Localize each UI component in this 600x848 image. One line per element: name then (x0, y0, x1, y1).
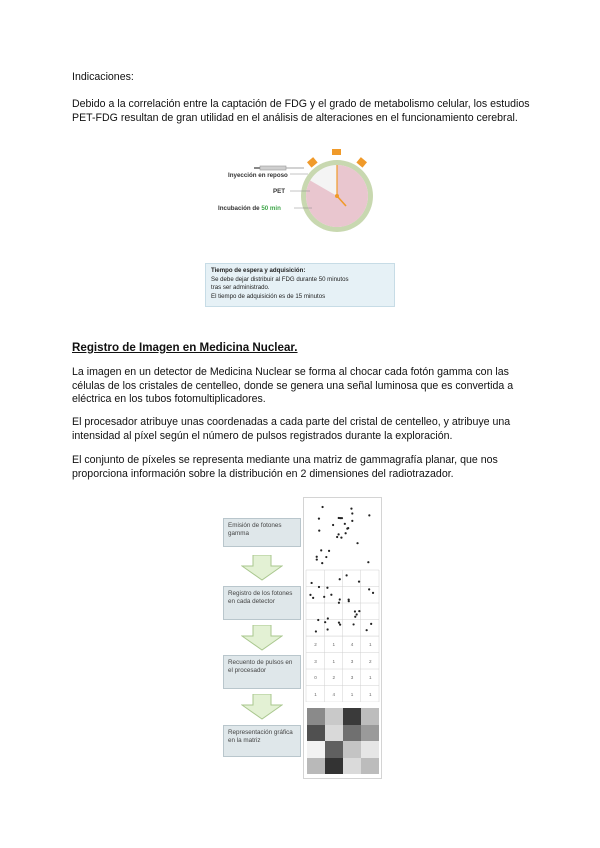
syringe-icon (254, 166, 304, 170)
pulse-count-cell: 3 (350, 675, 354, 680)
pulse-count-cell: 2 (368, 658, 372, 664)
gray-matrix-cell (361, 725, 379, 742)
photon-dot (321, 506, 323, 508)
photon-dot (327, 617, 329, 619)
photon-dot (320, 549, 322, 551)
pulse-count-cell: 1 (332, 642, 336, 647)
photon-dot (318, 518, 320, 520)
nuclear-imaging-diagram (212, 497, 382, 779)
photon-dot (356, 613, 358, 615)
photon-dot (345, 532, 347, 534)
gray-matrix-cell (361, 708, 379, 725)
photon-dot (311, 582, 313, 584)
photon-dot (339, 517, 341, 519)
step-box-2: Registro de los fotones en cada detector (223, 586, 301, 620)
photon-dot (372, 592, 374, 594)
photon-dot (344, 523, 346, 525)
photon-dot (352, 623, 354, 625)
pulse-count-cell: 1 (350, 691, 354, 697)
gray-matrix-cell (325, 741, 343, 758)
pet-timer-figure (212, 146, 392, 242)
photon-dot (326, 587, 328, 589)
gray-matrix (307, 708, 379, 774)
photon-dot (351, 512, 353, 514)
gray-matrix-cell (343, 708, 361, 725)
photon-dot (312, 597, 314, 599)
photon-dot (332, 524, 334, 526)
gray-matrix-cell (325, 708, 343, 725)
gray-matrix-cell (343, 741, 361, 758)
photon-dot (309, 594, 311, 596)
photon-dot (330, 594, 332, 596)
photon-dot (368, 588, 370, 590)
heading-indicaciones: Indicaciones: (72, 71, 134, 83)
gray-matrix-cell (307, 758, 325, 775)
pulse-count-cell: 4 (332, 691, 336, 697)
photon-dot (321, 562, 323, 564)
photon-dot (367, 561, 369, 563)
stopwatch-illustration (212, 146, 392, 242)
info-box-wait-acquisition (205, 263, 395, 307)
photon-dot (337, 533, 339, 535)
photon-dot (340, 537, 342, 539)
pulse-count-cell: 1 (368, 675, 372, 680)
photon-dot (324, 621, 326, 623)
pulse-count-cell: 4 (350, 642, 354, 647)
pulse-count-cell: 3 (350, 658, 354, 664)
photon-dot (336, 536, 338, 538)
photon-dot (327, 628, 329, 630)
photon-dot (318, 530, 320, 532)
photon-dot (356, 542, 358, 544)
step-box-4: Representación gráfica en la matriz (223, 725, 301, 757)
paragraph-indicaciones: Debido a la correlación entre la captación de FDG y el grado de metabolismo celular, los estudios PET-FDG resultan de gran utilidad en el análisis de alteraciones en el funcionamiento cerebral. (72, 98, 530, 124)
photon-dot (339, 578, 341, 580)
down-arrow-icon (241, 694, 283, 720)
stopwatch-right-button (356, 157, 367, 168)
down-arrow-icon (241, 625, 283, 651)
gray-matrix-cell (307, 725, 325, 742)
photon-dot (351, 520, 353, 522)
gray-matrix-cell (361, 758, 379, 775)
photon-dot (358, 581, 360, 583)
down-arrow-icon (241, 555, 283, 581)
photon-dot (325, 556, 327, 558)
pulse-count-numbers (304, 636, 381, 702)
photon-dot (339, 623, 341, 625)
gray-matrix-cell (343, 725, 361, 742)
photon-dot (358, 610, 360, 612)
section-title: Registro de Imagen en Medicina Nuclear. (72, 341, 298, 354)
info-box-line-3: El tiempo de adquisición es de 15 minutos (211, 292, 326, 300)
paragraph-1: La imagen en un detector de Medicina Nuclear se forma al chocar cada fotón gamma con las células de los cristales de centelleo, donde se genera una señal luminosa que es convertida a eléctrica en los tubos fotomultiplicadores. (72, 366, 514, 405)
photon-dot (317, 619, 319, 621)
pulse-count-cell: 1 (332, 658, 336, 664)
label-pet: PET (273, 188, 286, 195)
pulse-count-cell: 2 (314, 642, 317, 647)
paragraph-3: El conjunto de píxeles se representa mediante una matriz de gammagrafía planar, que nos proporciona información sobre la distribución en 2 dimensiones del radiotrazador. (72, 454, 498, 480)
photon-dot (366, 629, 368, 631)
gray-matrix-cell (307, 741, 325, 758)
photon-dot (318, 586, 320, 588)
photon-dot (354, 616, 356, 618)
photon-dot (316, 556, 318, 558)
pulse-count-cell: 0 (314, 675, 317, 680)
stopwatch-top-button (332, 149, 341, 155)
photon-dot (315, 630, 317, 632)
info-box-title: Tiempo de espera y adquisición: (211, 267, 306, 274)
pulse-count-cell: 1 (368, 691, 372, 697)
photon-dot (354, 610, 356, 612)
photon-dot (368, 514, 370, 516)
info-box-line-2: tras ser administrado. (211, 284, 270, 292)
pulse-count-cell: 2 (332, 675, 336, 680)
photon-dot (350, 507, 352, 509)
photon-dot (338, 602, 340, 604)
photon-dots-illustration (304, 498, 381, 638)
paragraph-2: El procesador atribuye unas coordenadas a cada parte del cristal de centelleo, y atribuye una intensidad al píxel según el número de pulsos registrados durante la exploración. (72, 416, 511, 442)
gray-matrix-cell (361, 741, 379, 758)
pulse-count-cell: 1 (368, 642, 372, 647)
photon-dot (338, 622, 340, 624)
gray-matrix-cell (343, 758, 361, 775)
label-incubation: Incubación de 50 min (218, 205, 281, 212)
gray-matrix-cell (325, 758, 343, 775)
photon-dot (347, 527, 349, 529)
pulse-count-cell: 1 (314, 691, 317, 697)
photon-dot (323, 596, 325, 598)
photon-dot (316, 558, 318, 560)
step-box-3: Recuento de pulsos en el procesador (223, 655, 301, 689)
pulse-count-cell: 3 (314, 658, 317, 664)
photon-dot (370, 623, 372, 625)
gray-matrix-cell (325, 725, 343, 742)
stopwatch-left-button (307, 157, 318, 168)
photon-dot (328, 550, 330, 552)
step-box-1: Emisión de fotones gamma (223, 518, 301, 547)
diagram-illustration-panel (303, 497, 382, 779)
info-box-line-1: Se debe dejar distribuir al FDG durante 50 minutos (211, 275, 349, 283)
photon-dot (339, 598, 341, 600)
photon-dot (348, 600, 350, 602)
gray-matrix-cell (307, 708, 325, 725)
label-injection: Inyección en reposo (228, 172, 288, 179)
photon-dot (345, 574, 347, 576)
